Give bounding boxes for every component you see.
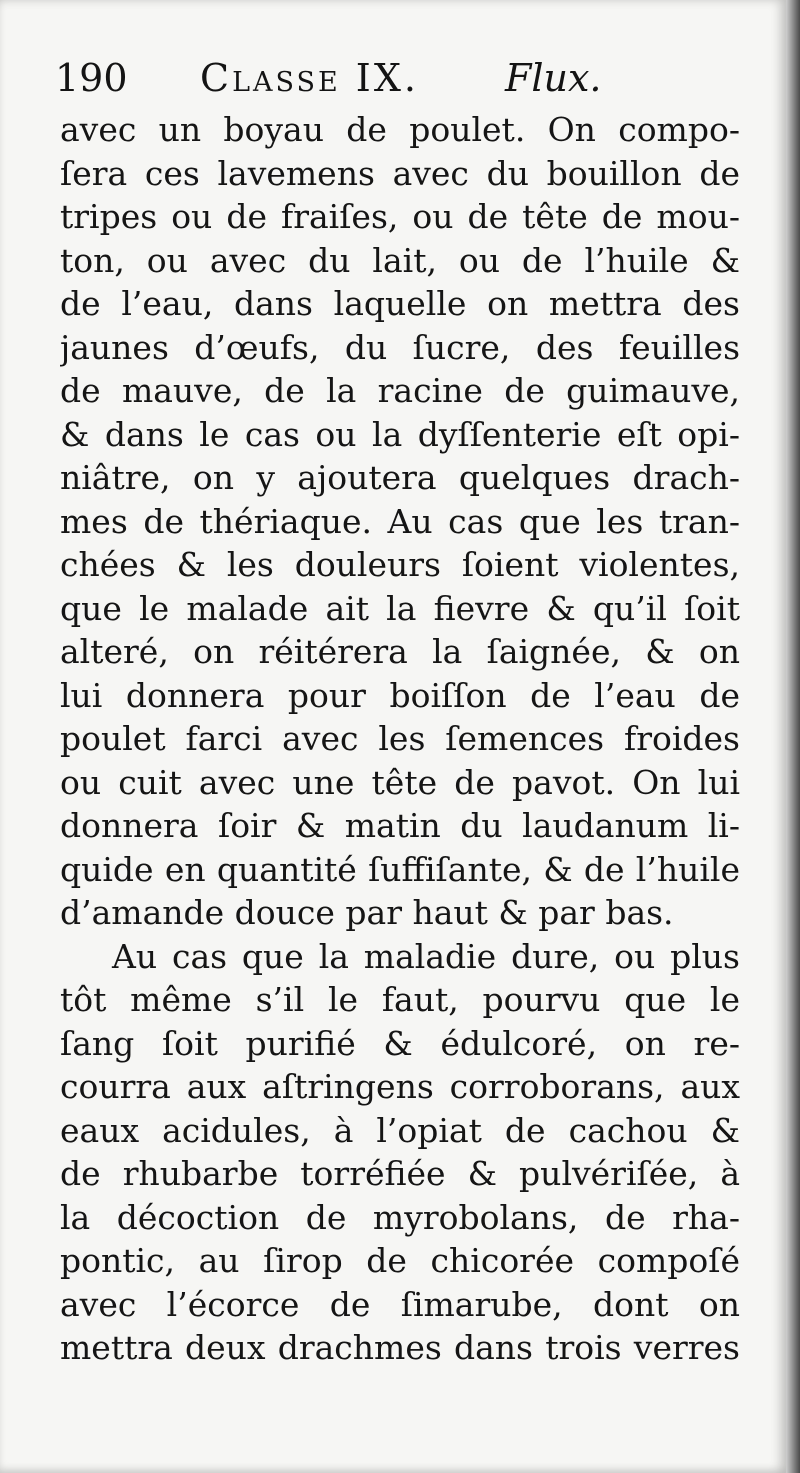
running-title: Classe IX. xyxy=(200,56,419,100)
text-line: de l’eau, dans laquelle on mettra des xyxy=(60,284,740,323)
text-line: tôt même s’il le faut, pourvu que le xyxy=(60,980,740,1019)
text-line: & dans le cas ou la dyſſenterie eſt opi- xyxy=(60,414,740,454)
text-line: alteré, on réitérera la ſaignée, & on xyxy=(60,632,740,671)
text-line: chées & les douleurs ſoient violentes, xyxy=(60,545,740,584)
text-line: quide en quantité ſuffiſante, & de l’huile xyxy=(60,849,740,889)
running-header xyxy=(55,50,745,106)
text-line: ſera ces lavemens avec du bouillon de xyxy=(60,153,740,193)
running-subject: Flux. xyxy=(505,56,602,100)
text-line: la décoction de myrobolans, de rha- xyxy=(60,1197,740,1237)
page-edge-shadow xyxy=(786,0,800,1473)
text-line: jaunes d’œufs, du ſucre, des feuilles xyxy=(60,327,740,367)
text-line: eaux acidules, à l’opiat de cachou & xyxy=(60,1110,740,1150)
text-line: niâtre, on y ajoutera quelques drach- xyxy=(60,458,740,497)
text-line: mes de thériaque. Au cas que les tran- xyxy=(60,501,740,541)
text-line: mettra deux drachmes dans trois verres xyxy=(60,1328,740,1367)
text-line: ou cuit avec une tête de pavot. On lui xyxy=(60,762,740,802)
text-line: que le malade ait la fievre & qu’il ſoit xyxy=(60,588,740,628)
text-line: donnera ſoir & matin du laudanum li- xyxy=(60,806,740,845)
text-line: d’amande douce par haut & par bas. xyxy=(60,893,674,932)
text-line: avec l’écorce de ſimarube, dont on xyxy=(60,1284,740,1324)
text-line: Au cas que la maladie dure, ou plus xyxy=(112,936,740,976)
paragraph xyxy=(60,108,740,935)
text-line: courra aux aſtringens corroborans, aux xyxy=(60,1067,740,1106)
text-line: de rhubarbe torréfiée & pulvériſée, à xyxy=(60,1154,740,1193)
paragraph xyxy=(60,935,740,1370)
text-line: lui donnera pour boiſſon de l’eau de xyxy=(60,675,740,715)
text-line: ſang ſoit purifié & édulcoré, on re- xyxy=(60,1023,740,1063)
text-line: pontic, au ſirop de chicorée compoſé xyxy=(60,1241,740,1280)
page-number: 190 xyxy=(55,56,128,100)
text-line: tripes ou de fraiſes, ou de tête de mou- xyxy=(60,197,740,236)
text-line: avec un boyau de poulet. On compo- xyxy=(60,110,740,149)
text-line: ton, ou avec du lait, ou de l’huile & xyxy=(60,240,740,280)
text-line: de mauve, de la racine de guimauve, xyxy=(60,371,740,410)
body-text xyxy=(60,108,740,1370)
text-line: poulet farci avec les ſemences froides xyxy=(60,719,740,758)
